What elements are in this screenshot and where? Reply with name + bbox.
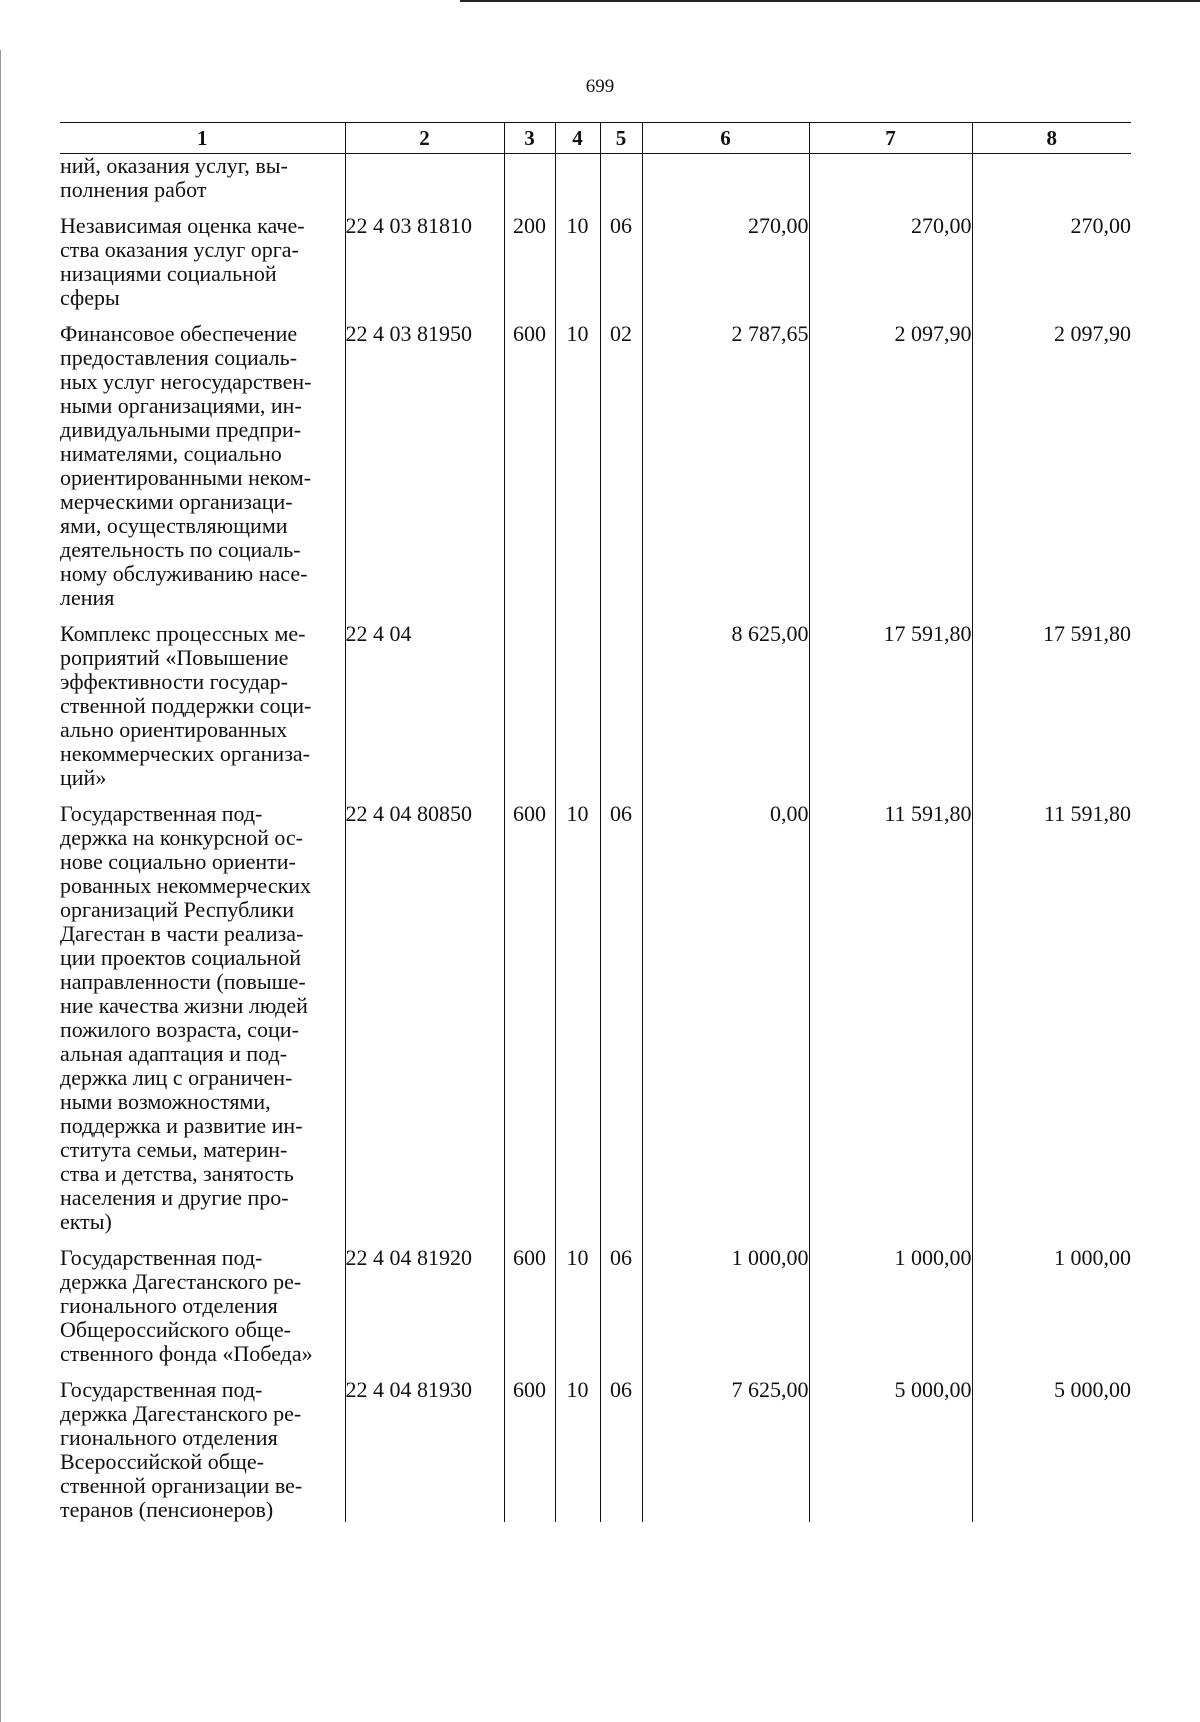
row-value7-cell: 2 097,90 xyxy=(809,322,972,622)
row-value8-cell xyxy=(972,154,1131,215)
row-name-cell: ний, оказания услуг, вы- полнения работ xyxy=(60,154,345,215)
row-value8-cell: 11 591,80 xyxy=(972,802,1131,1246)
row-value8-cell: 5 000,00 xyxy=(972,1378,1131,1522)
header-col-8: 8 xyxy=(972,123,1131,154)
row-value7-cell: 17 591,80 xyxy=(809,622,972,802)
row-col4-cell xyxy=(555,154,600,215)
table-row xyxy=(60,1246,1131,1378)
row-value8-cell: 2 097,90 xyxy=(972,322,1131,622)
row-col3-cell: 600 xyxy=(504,1378,555,1522)
row-col4-cell: 10 xyxy=(555,214,600,322)
row-col5-cell xyxy=(600,154,642,215)
row-name-cell: Финансовое обеспечение предоставления социаль- ных услуг негосударствен- ными организациями, ин- дивидуальными предпри- нимателями, социально ориентированными неком- мерческими организаци- ями, осуществляющими деятельность по социаль- ному обслуживанию насе- ления xyxy=(60,322,345,622)
table-row xyxy=(60,1378,1131,1522)
row-value6-cell: 1 000,00 xyxy=(642,1246,809,1378)
row-col5-cell: 02 xyxy=(600,322,642,622)
header-col-5: 5 xyxy=(600,123,642,154)
row-name-cell: Комплекс процессных ме- роприятий «Повышение эффективности государ- ственной поддержки соци- ально ориентированных некоммерческих организа- ций» xyxy=(60,622,345,802)
header-col-2: 2 xyxy=(345,123,504,154)
header-col-1: 1 xyxy=(60,123,345,154)
scan-top-edge-line xyxy=(460,0,1200,2)
row-col4-cell: 10 xyxy=(555,802,600,1246)
row-col5-cell: 06 xyxy=(600,802,642,1246)
budget-table xyxy=(60,122,1131,1522)
scan-left-edge-line xyxy=(0,50,1,1722)
row-col4-cell xyxy=(555,622,600,802)
row-name-cell: Независимая оценка каче- ства оказания услуг орга- низациями социальной сферы xyxy=(60,214,345,322)
row-col3-cell: 600 xyxy=(504,322,555,622)
row-value7-cell: 11 591,80 xyxy=(809,802,972,1246)
row-code-cell: 22 4 03 81810 xyxy=(345,214,504,322)
row-col3-cell xyxy=(504,154,555,215)
table-row xyxy=(60,154,1131,215)
row-value7-cell: 1 000,00 xyxy=(809,1246,972,1378)
header-col-7: 7 xyxy=(809,123,972,154)
row-code-cell: 22 4 04 81930 xyxy=(345,1378,504,1522)
row-code-cell: 22 4 03 81950 xyxy=(345,322,504,622)
header-col-3: 3 xyxy=(504,123,555,154)
row-col4-cell: 10 xyxy=(555,322,600,622)
row-value6-cell: 2 787,65 xyxy=(642,322,809,622)
row-value8-cell: 270,00 xyxy=(972,214,1131,322)
row-value7-cell xyxy=(809,154,972,215)
row-value8-cell: 1 000,00 xyxy=(972,1246,1131,1378)
table-header xyxy=(60,123,1131,154)
row-value7-cell: 270,00 xyxy=(809,214,972,322)
row-name-cell: Государственная под- держка Дагестанского ре- гионального отделения Всероссийской обще- ственной организации ве- теранов (пенсионеров) xyxy=(60,1378,345,1522)
row-col5-cell: 06 xyxy=(600,1246,642,1378)
table-row xyxy=(60,214,1131,322)
row-col5-cell xyxy=(600,622,642,802)
row-value6-cell: 8 625,00 xyxy=(642,622,809,802)
table-row xyxy=(60,322,1131,622)
row-col3-cell: 600 xyxy=(504,802,555,1246)
row-col4-cell: 10 xyxy=(555,1378,600,1522)
row-code-cell: 22 4 04 80850 xyxy=(345,802,504,1246)
row-col4-cell: 10 xyxy=(555,1246,600,1378)
row-name-cell: Государственная под- держка Дагестанского ре- гионального отделения Общероссийского обще- ственного фонда «Победа» xyxy=(60,1246,345,1378)
row-col5-cell: 06 xyxy=(600,1378,642,1522)
page-number: 699 xyxy=(585,76,615,97)
row-value6-cell: 270,00 xyxy=(642,214,809,322)
row-value6-cell: 7 625,00 xyxy=(642,1378,809,1522)
row-code-cell xyxy=(345,154,504,215)
row-value8-cell: 17 591,80 xyxy=(972,622,1131,802)
row-code-cell: 22 4 04 xyxy=(345,622,504,802)
header-col-6: 6 xyxy=(642,123,809,154)
row-col3-cell: 600 xyxy=(504,1246,555,1378)
row-col3-cell xyxy=(504,622,555,802)
row-col3-cell: 200 xyxy=(504,214,555,322)
table-body xyxy=(60,154,1131,1523)
row-col5-cell: 06 xyxy=(600,214,642,322)
table-row xyxy=(60,802,1131,1246)
row-value6-cell xyxy=(642,154,809,215)
table-row xyxy=(60,622,1131,802)
row-value7-cell: 5 000,00 xyxy=(809,1378,972,1522)
header-row xyxy=(60,123,1131,154)
row-name-cell: Государственная под- держка на конкурсной ос- нове социально ориенти- рованных некоммерческих организаций Республики Дагестан в части реализа- ции проектов социальной направленности (повыше- ние качества жизни людей пожилого возраста, соци- альная адаптация и под- держка лиц с ограничен- ными возможностями, поддержка и развитие ин- ститута семьи, материн- ства и детства, занятость населения и другие про- екты) xyxy=(60,802,345,1246)
row-value6-cell: 0,00 xyxy=(642,802,809,1246)
row-code-cell: 22 4 04 81920 xyxy=(345,1246,504,1378)
header-col-4: 4 xyxy=(555,123,600,154)
